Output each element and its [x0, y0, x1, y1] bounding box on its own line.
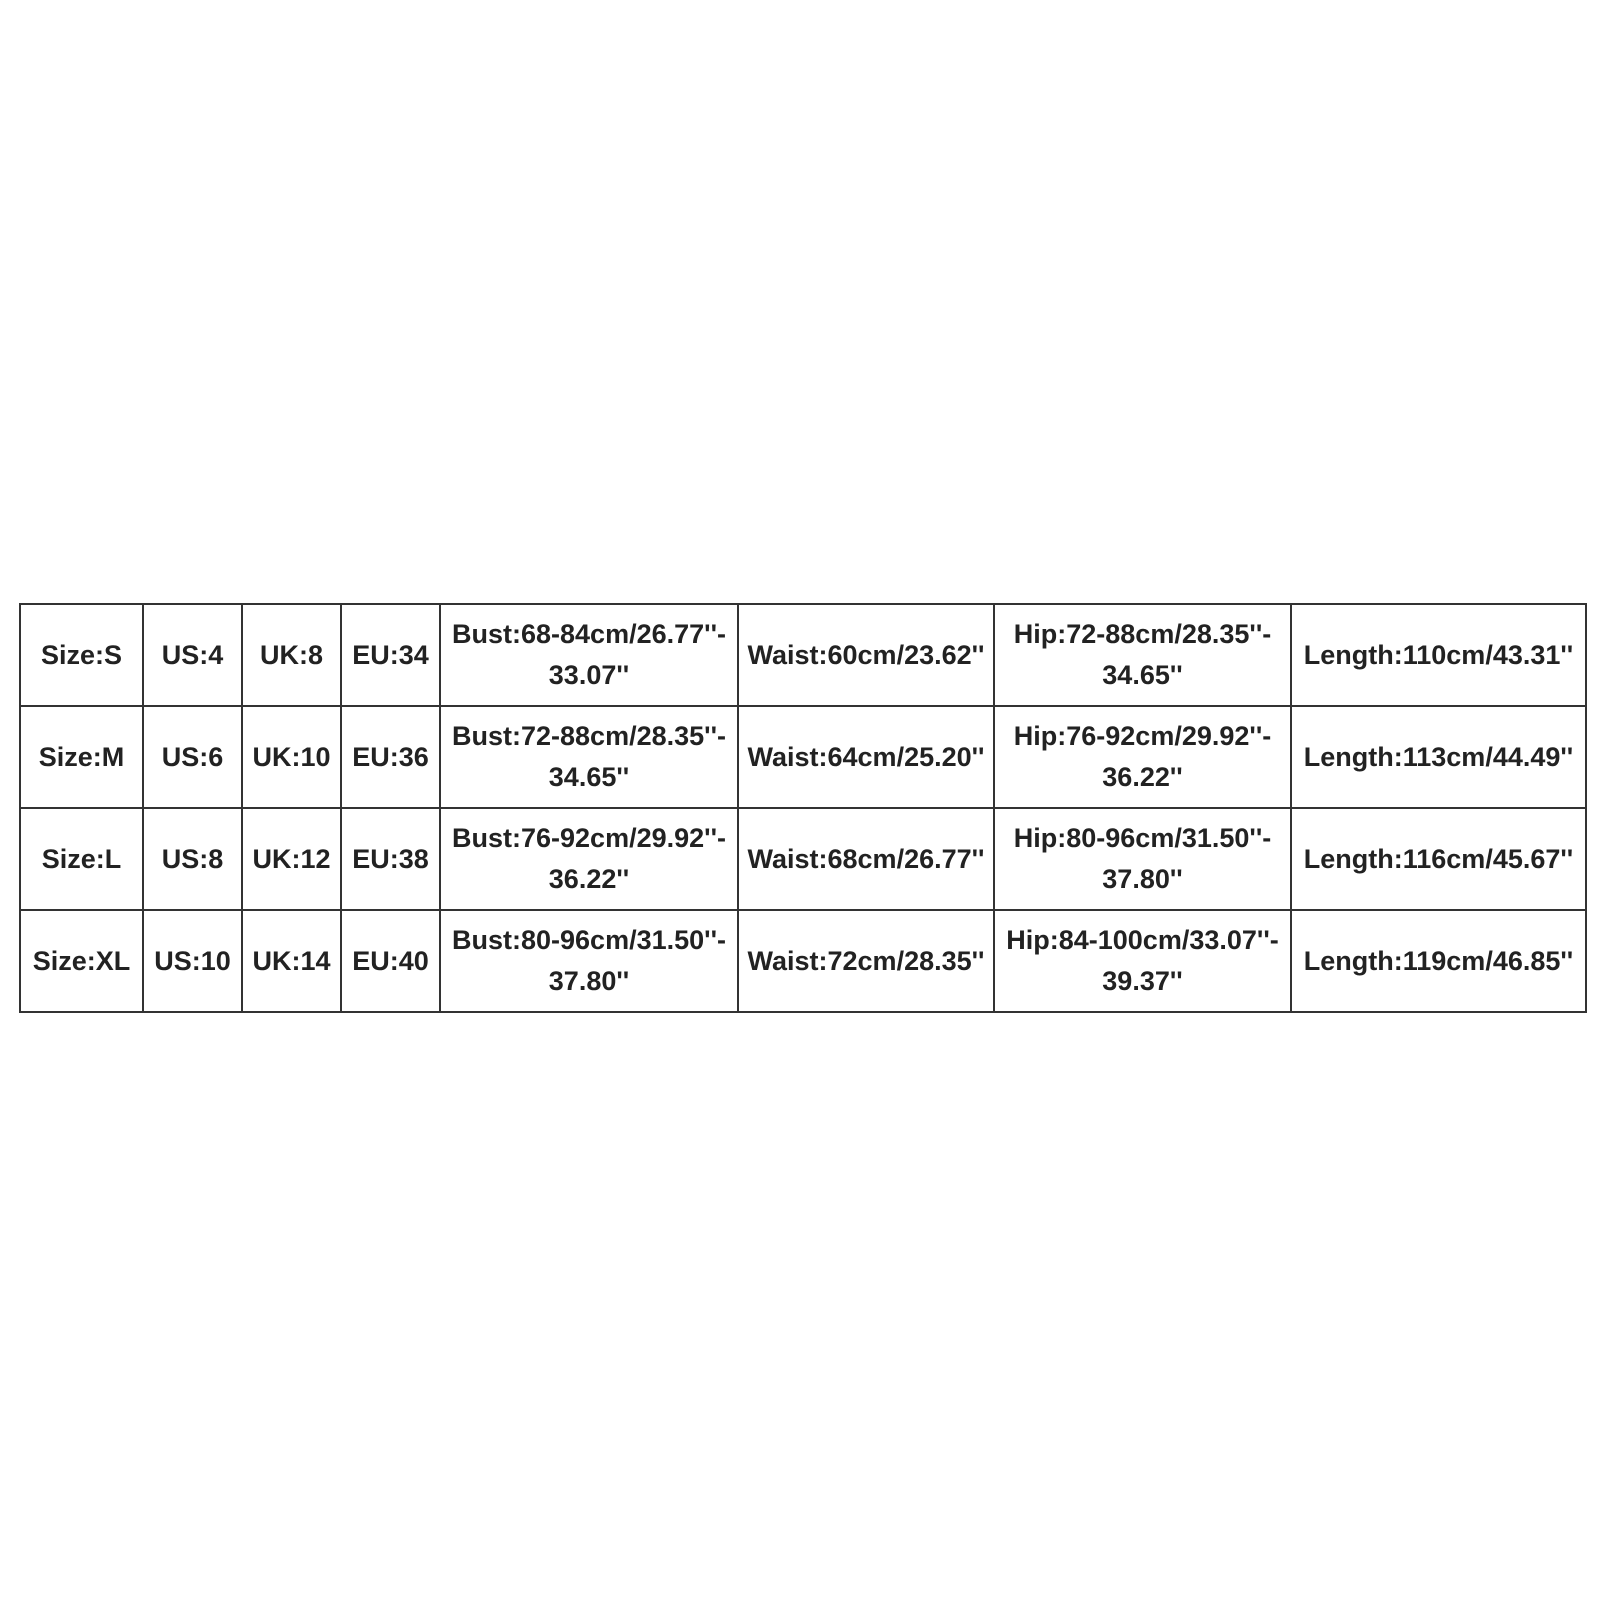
us-size-cell: US:4 — [143, 604, 242, 706]
eu-size-cell: EU:34 — [341, 604, 440, 706]
waist-cell: Waist:68cm/26.77'' — [738, 808, 994, 910]
length-cell: Length:119cm/46.85'' — [1291, 910, 1586, 1012]
uk-size-cell: UK:8 — [242, 604, 341, 706]
size-chart-table — [19, 603, 1587, 1013]
uk-size-cell: UK:14 — [242, 910, 341, 1012]
us-size-cell: US:8 — [143, 808, 242, 910]
table-row — [20, 604, 1586, 706]
us-size-cell: US:6 — [143, 706, 242, 808]
eu-size-cell: EU:36 — [341, 706, 440, 808]
hip-cell: Hip:84-100cm/33.07''- 39.37'' — [994, 910, 1291, 1012]
us-size-cell: US:10 — [143, 910, 242, 1012]
length-cell: Length:110cm/43.31'' — [1291, 604, 1586, 706]
hip-cell: Hip:72-88cm/28.35''- 34.65'' — [994, 604, 1291, 706]
bust-cell: Bust:76-92cm/29.92''- 36.22'' — [440, 808, 738, 910]
length-cell: Length:113cm/44.49'' — [1291, 706, 1586, 808]
waist-cell: Waist:60cm/23.62'' — [738, 604, 994, 706]
table-row — [20, 706, 1586, 808]
size-cell: Size:L — [20, 808, 143, 910]
hip-cell: Hip:76-92cm/29.92''- 36.22'' — [994, 706, 1291, 808]
table-row — [20, 808, 1586, 910]
length-cell: Length:116cm/45.67'' — [1291, 808, 1586, 910]
uk-size-cell: UK:10 — [242, 706, 341, 808]
waist-cell: Waist:72cm/28.35'' — [738, 910, 994, 1012]
eu-size-cell: EU:40 — [341, 910, 440, 1012]
bust-cell: Bust:68-84cm/26.77''- 33.07'' — [440, 604, 738, 706]
size-cell: Size:M — [20, 706, 143, 808]
bust-cell: Bust:72-88cm/28.35''- 34.65'' — [440, 706, 738, 808]
bust-cell: Bust:80-96cm/31.50''- 37.80'' — [440, 910, 738, 1012]
waist-cell: Waist:64cm/25.20'' — [738, 706, 994, 808]
eu-size-cell: EU:38 — [341, 808, 440, 910]
size-cell: Size:XL — [20, 910, 143, 1012]
hip-cell: Hip:80-96cm/31.50''- 37.80'' — [994, 808, 1291, 910]
table-row — [20, 910, 1586, 1012]
uk-size-cell: UK:12 — [242, 808, 341, 910]
size-cell: Size:S — [20, 604, 143, 706]
